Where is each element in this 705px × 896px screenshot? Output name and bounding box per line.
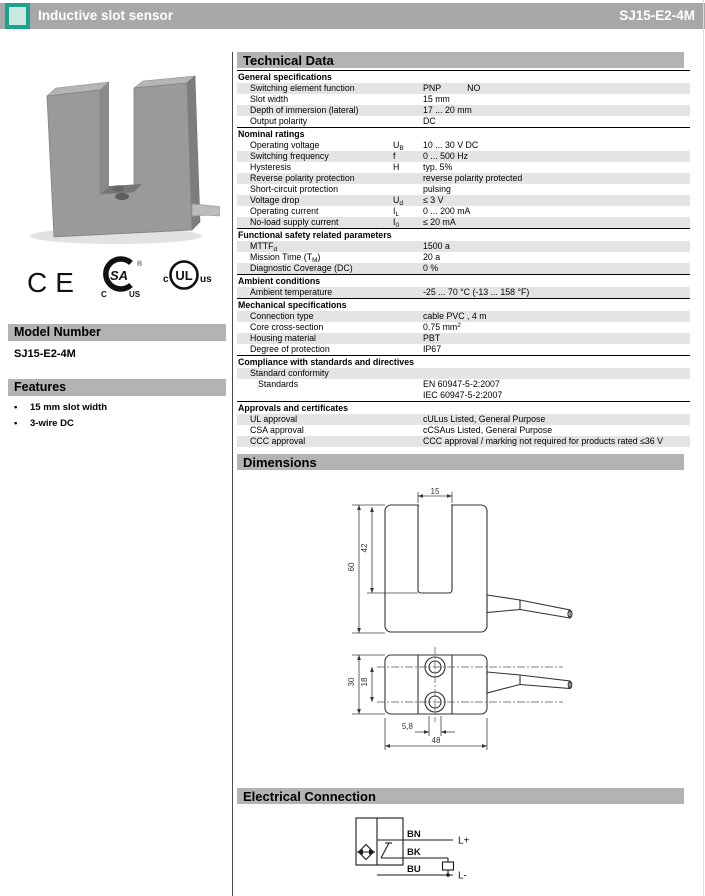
svg-text:60: 60 — [347, 562, 356, 572]
spec-value: PBT — [423, 333, 441, 343]
spec-row — [237, 140, 690, 151]
electrical-connection-heading: Electrical Connection — [237, 788, 684, 804]
spec-row — [237, 344, 690, 355]
spec-symbol — [393, 94, 423, 105]
spec-section-title: General specifications — [237, 70, 690, 83]
svg-text:BN: BN — [407, 829, 421, 840]
spec-label: Switching frequency — [250, 151, 329, 161]
spec-symbol — [393, 116, 423, 127]
technical-data-heading: Technical Data — [237, 52, 684, 68]
spec-label: Output polarity — [250, 116, 308, 126]
spec-symbol — [393, 379, 423, 401]
spec-symbol — [393, 184, 423, 195]
spec-section-title: Compliance with standards and directives — [237, 355, 690, 368]
spec-row — [237, 162, 690, 173]
spec-symbol — [393, 252, 423, 263]
spec-label: Switching element function — [250, 83, 355, 93]
spec-symbol — [393, 344, 423, 355]
spec-symbol: H — [393, 162, 400, 172]
spec-label: Ambient temperature — [250, 287, 333, 297]
feature-text: 3-wire DC — [30, 418, 74, 429]
svg-text:5,8: 5,8 — [401, 722, 413, 731]
spec-symbol: $I_0$ — [393, 217, 400, 229]
spec-symbol — [393, 287, 423, 298]
spec-label: Diagnostic Coverage (DC) — [250, 263, 353, 273]
spec-label: CSA approval — [250, 425, 304, 435]
spec-row — [237, 414, 690, 425]
spec-label: Operating current — [250, 206, 319, 216]
svg-text:US: US — [129, 290, 141, 299]
spec-value: PNP — [423, 83, 442, 93]
spec-label: Reverse polarity protection — [250, 173, 355, 183]
cul-us-mark-icon — [155, 258, 215, 298]
spec-label: UL approval — [250, 414, 298, 424]
svg-text:BK: BK — [407, 847, 421, 858]
spec-value: -25 ... 70 °C (-13 ... 158 °F) — [423, 287, 530, 297]
svg-text:L+: L+ — [458, 835, 470, 847]
spec-row — [237, 217, 690, 228]
spec-value: EN 60947-5-2:2007 IEC 60947-5-2:2007 — [423, 379, 503, 400]
spec-row — [237, 368, 690, 379]
spec-label: Hysteresis — [250, 162, 292, 172]
spec-row — [237, 151, 690, 162]
feature-item — [14, 416, 107, 432]
svg-text:L-: L- — [458, 870, 467, 882]
svg-text:48: 48 — [431, 736, 441, 745]
spec-sections — [237, 70, 690, 447]
svg-text:15: 15 — [430, 488, 440, 496]
spec-section-title: Mechanical specifications — [237, 298, 690, 311]
model-number-value: SJ15-E2-4M — [14, 348, 76, 360]
spec-label: Slot width — [250, 94, 289, 104]
spec-label: CCC approval — [250, 436, 306, 446]
spec-symbol: $U_B$ — [393, 140, 404, 152]
spec-row — [237, 195, 690, 206]
page-right-edge — [703, 0, 704, 896]
column-divider-line — [232, 52, 233, 896]
spec-value-2: NO — [467, 83, 481, 93]
spec-symbol — [393, 436, 423, 447]
spec-value: 10 ... 30 V DC — [423, 140, 479, 150]
bullet-icon: • — [14, 418, 18, 429]
svg-text:CE: CE — [27, 267, 82, 298]
spec-label: Connection type — [250, 311, 314, 321]
bullet-icon: • — [14, 402, 18, 413]
svg-text:C: C — [101, 290, 107, 299]
csa-mark-icon — [93, 254, 149, 304]
spec-symbol: $U_d$ — [393, 195, 403, 207]
spec-row — [237, 252, 690, 263]
spec-value: typ. 5% — [423, 162, 453, 172]
spec-symbol — [393, 311, 423, 322]
model-number-heading: Model Number — [8, 324, 226, 341]
spec-symbol — [393, 263, 423, 274]
spec-value: cULus Listed, General Purpose — [423, 414, 546, 424]
spec-value: pulsing — [423, 184, 451, 194]
spec-label: Depth of immersion (lateral) — [250, 105, 359, 115]
spec-row — [237, 105, 690, 116]
spec-value: CCC approval / marking not required for products rated ≤36 V — [423, 436, 664, 446]
spec-label: Short-circuit protection — [250, 184, 339, 194]
spec-label: $MTTF_d$ — [250, 241, 278, 253]
spec-symbol — [393, 368, 423, 379]
spec-row — [237, 94, 690, 105]
svg-text:UL: UL — [175, 268, 193, 283]
spec-symbol — [393, 322, 423, 333]
spec-row — [237, 184, 690, 195]
spec-symbol — [393, 173, 423, 184]
spec-value: cCSAus Listed, General Purpose — [423, 425, 553, 435]
spec-value: 0 ... 200 mA — [423, 206, 471, 216]
spec-symbol — [393, 83, 423, 94]
spec-row — [237, 425, 690, 436]
spec-label: Standard conformity — [250, 368, 329, 378]
spec-label: Degree of protection — [250, 344, 330, 354]
wiring-diagram — [237, 808, 690, 896]
spec-section-title: Nominal ratings — [237, 127, 690, 140]
spec-section-title: Functional safety related parameters — [237, 228, 690, 241]
spec-symbol — [393, 425, 423, 436]
svg-text:18: 18 — [360, 677, 369, 687]
dimension-drawing — [237, 488, 690, 788]
spec-value: DC — [423, 116, 436, 126]
spec-value: 17 ... 20 mm — [423, 105, 472, 115]
technical-column — [237, 52, 690, 896]
spec-row — [237, 83, 690, 94]
spec-value: ≤ 3 V — [423, 195, 444, 205]
svg-text:30: 30 — [347, 677, 356, 687]
spec-row — [237, 287, 690, 298]
spec-row — [237, 206, 690, 217]
spec-symbol — [393, 241, 423, 252]
spec-value: 20 a — [423, 252, 441, 262]
header-model-number: SJ15-E2-4M — [619, 8, 695, 23]
spec-symbol: $I_L$ — [393, 206, 400, 218]
spec-row — [237, 379, 690, 401]
product-photo — [12, 46, 220, 248]
spec-value: cable PVC , 4 m — [423, 311, 487, 321]
spec-row — [237, 311, 690, 322]
svg-text:SA: SA — [109, 268, 129, 283]
svg-text:us: us — [200, 274, 212, 285]
spec-section-title: Approvals and certificates — [237, 401, 690, 414]
dimensions-heading: Dimensions — [237, 454, 684, 470]
svg-text:BU: BU — [407, 864, 421, 875]
spec-label: Operating voltage — [250, 140, 320, 150]
features-list — [14, 400, 107, 432]
spec-label: Housing material — [250, 333, 317, 343]
spec-value: 0 % — [423, 263, 439, 273]
page-title: Inductive slot sensor — [38, 8, 174, 23]
spec-symbol — [393, 105, 423, 116]
spec-row — [237, 436, 690, 447]
spec-label: Voltage drop — [250, 195, 300, 205]
spec-value: 1500 a — [423, 241, 450, 251]
spec-value: 0.75 $mm^2$ — [423, 322, 461, 332]
spec-symbol: f — [393, 151, 396, 161]
spec-value: reverse polarity protected — [423, 173, 523, 183]
spec-section-title: Ambient conditions — [237, 274, 690, 287]
spec-value: IP67 — [423, 344, 442, 354]
svg-text:®: ® — [137, 261, 143, 268]
spec-value: 15 mm — [423, 94, 450, 104]
feature-text: 15 mm slot width — [30, 402, 108, 413]
spec-row — [237, 333, 690, 344]
spec-label: Core cross-section — [250, 322, 324, 332]
spec-row — [237, 263, 690, 274]
svg-text:42: 42 — [360, 543, 369, 553]
spec-symbol — [393, 333, 423, 344]
spec-row — [237, 241, 690, 252]
feature-item — [14, 400, 107, 416]
spec-row — [237, 322, 690, 333]
brand-logo-icon — [5, 3, 30, 29]
spec-symbol — [393, 414, 423, 425]
features-heading: Features — [8, 379, 226, 396]
ce-mark-icon — [25, 262, 87, 302]
spec-value: 0 ... 500 Hz — [423, 151, 468, 161]
spec-value: ≤ 20 mA — [423, 217, 456, 227]
spec-label: Mission Time $(T_M)$ — [250, 252, 321, 264]
spec-label: No-load supply current — [250, 217, 339, 227]
spec-row — [237, 116, 690, 127]
spec-row — [237, 173, 690, 184]
svg-text:c: c — [163, 274, 169, 285]
spec-label: Standards — [258, 379, 299, 389]
